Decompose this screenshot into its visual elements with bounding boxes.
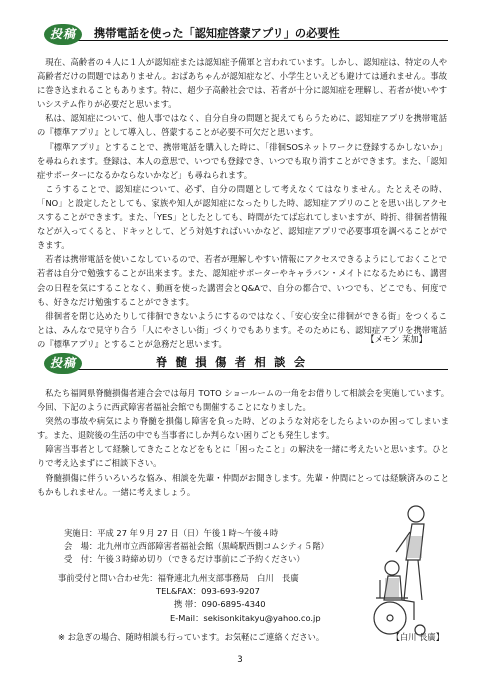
- event-venue: 会 場：北九州市立西部障害者福祉会館（黒崎駅西側コムシティ５階）: [64, 541, 329, 552]
- section1-author: 【メモン 茉加】: [366, 334, 427, 344]
- paragraph: 障害当事者として経験してきたことなどをもとに「困ったこと」の解決を一緒に考えたいと思います。ひとりで考え込まずにご相談下さい。: [37, 444, 449, 469]
- contribution-badge: 投稿: [44, 24, 82, 45]
- note-line: [58, 631, 388, 644]
- section1-title: 携帯電話を使った「認知症啓蒙アプリ」の必要性: [94, 27, 340, 40]
- section2-header: [44, 353, 448, 377]
- page-number: 3: [237, 655, 243, 665]
- contact-mobile: 携 帯：090-6895-4340: [174, 599, 266, 610]
- note-text: ※ お急ぎの場合、随時相談も行っています。お気軽にご連絡ください。: [58, 632, 325, 642]
- paragraph: 若者は携帯電話を使いこなしているので、若者が理解しやすい情報にアクセスできるようにしておくことで若者は自分で勉強することが出来ます。また、認知症サポーターやキャラバン・メイトになるためにも、講習会の日程を気にすることなく、動画を使った講習会とQ&Aで、自分の都合で、いつでも、どこでも、何度でも、好きなだけ勉強することができます。: [37, 254, 447, 307]
- paragraph: 徘徊者を閉じ込めたりして徘徊できないようにするのではなく、「安心安全に徘徊ができる街」をつくることは、みんなで見守り合う「人にやさしい街」づくりでもあります。そのためにも、認知症アプリを携帯電話の『標準アプリ』とすることが急務だと思います。: [37, 310, 447, 349]
- contact-email: E-Mail：sekisonkitakyu@yahoo.co.jp: [170, 612, 321, 623]
- contact-tel-fax: TEL&FAX：093-693-9207: [156, 586, 260, 597]
- contact-office: 事前受付と問い合わせ先：福脊連北九州支部事務局 白川 長廣: [58, 573, 299, 583]
- paragraph: こうすることで、認知症について、必ず、自分の問題として考えなくてはなりません。たとえその時、「NO」と設定したとしても、家族や知人が認知症になったりした時、認知症アプリのことを思い出しアクセスすることができます。また、「YES」としたとしても、時間がたてば忘れてしまいますが、時折、徘徊者情報などが入ってくると、ドキッとして、どう対処すればいいかなど、認知症アプリで必要事項を調べることができます。: [37, 183, 447, 251]
- paragraph: 私は、認知症について、他人事ではなく、自分自身の問題と捉えてもらうために、認知症アプリを携帯電話の『標準アプリ』として導入し、啓蒙することが必要不可欠だと思います。: [37, 113, 447, 138]
- paragraph: 突然の事故や病気により脊髄を損傷し障害を負った時、どのような対応をしたらよいのか困ってしまいます。また、退院後の生活の中でも当事者にしか判らない困りごとも発生します。: [37, 416, 449, 441]
- paragraph: 脊髄損傷に伴ういろいろな悩み、相談を先輩・仲間がお聞きします。先輩・仲間にとっては経験済みのこともかもしれません。一緒に考えましょう。: [37, 472, 449, 497]
- section1-header: [44, 24, 448, 48]
- paragraph: 私たち福岡県脊髄損傷者連合会では毎月 TOTO ショールームの一角をお借りして相談会を実施しています。今回、下記のように西武障害者福祉会館でも開催することになりました。: [37, 388, 449, 413]
- section2-author: 【白川 長廣】: [391, 632, 444, 642]
- paragraph: 『標準アプリ』とすることで、携帯電話を購入した時に、「徘徊SOSネットワークに登録するかしないか」を尋ねられます。登録は、本人の意思で、いつでも登録でき、いつでも取り消すことができます。また、「認知症サポーターになるかならないかなど」も尋ねられます。: [37, 141, 447, 180]
- section2-title: 脊髄損傷者相談会: [156, 356, 314, 369]
- event-reception: 受 付：午後３時締め切り（できるだけ事前にご予約ください）: [64, 554, 305, 565]
- section2-body: [37, 386, 449, 499]
- paragraph: 現在、高齢者の４人に１人が認知症または認知症予備軍と言われています。しかし、認知症は、特定の人や高齢者だけの問題ではありません。おばあちゃんが認知症など、小学生といえども避けては通れません。事故に巻き込まれることもあります。特に、超少子高齢社会では、若者が十分に認知症を理解し、若者が使いやすいシステム作りが必要だと思います。: [37, 57, 447, 110]
- contribution-badge: 投稿: [44, 353, 82, 374]
- event-date: 実施日：平成 27 年９月 27 日（日）午後１時～午後４時: [64, 528, 279, 538]
- section1-body: [37, 55, 447, 351]
- wheelchair-illustration: [368, 500, 448, 640]
